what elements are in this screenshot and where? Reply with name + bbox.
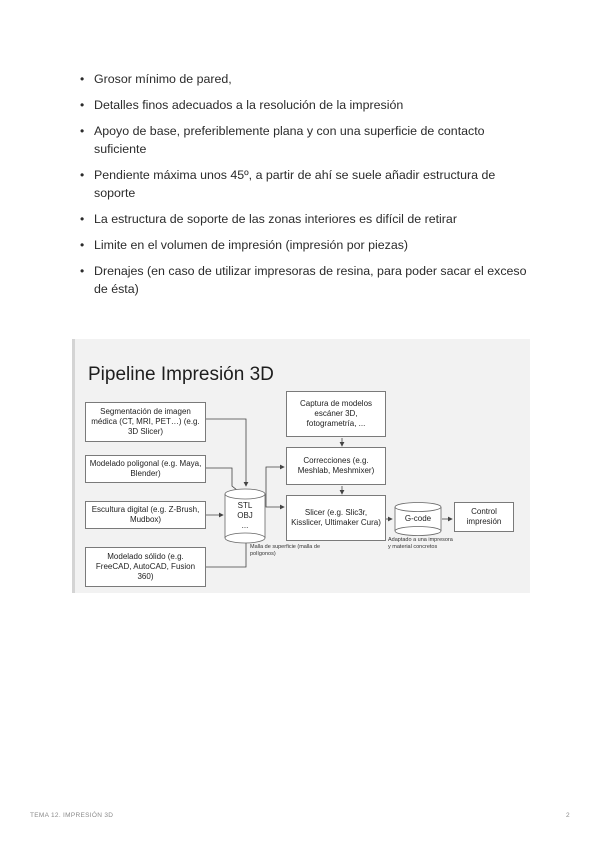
line-segmentation-stl (206, 419, 246, 486)
bullet-dot-icon: • (80, 72, 85, 86)
box-capture: Captura de modelos escáner 3D, fotogrametría, ... (286, 391, 386, 437)
bullet-item: • La estructura de soporte de las zonas interiores es difícil de retirar (80, 212, 457, 226)
gcode-caption: Adaptado a una impresora y material concretos (388, 537, 453, 550)
bullet-item: • Drenajes (en caso de utilizar impresoras de resina, para poder sacar el exceso de ésta) (80, 264, 527, 296)
box-slicer: Slicer (e.g. Slic3r, Kisslicer, Ultimaker Cura) (286, 495, 386, 541)
stl-caption: Malla de superficie (malla de polígonos) (250, 544, 321, 557)
bullet-dot-icon: • (80, 238, 85, 252)
box-digital-sculpting: Escultura digital (e.g. Z-Brush, Mudbox) (85, 501, 206, 529)
line-stl-slicer (266, 489, 284, 507)
bullet-item: • Detalles finos adecuados a la resolución de la impresión (80, 98, 404, 112)
bullet-item: • Limite en el volumen de impresión (impresión por piezas) (80, 238, 409, 252)
bullet-item: • Apoyo de base, preferiblemente plana y con una superficie de contacto suficiente (80, 124, 485, 156)
box-segmentation: Segmentación de imagen médica (CT, MRI, PET…) (e.g. 3D Slicer) (85, 402, 206, 442)
bullet-dot-icon: • (80, 98, 85, 112)
bullet-dot-icon: • (80, 124, 85, 138)
gcode-label: G-code (404, 514, 432, 523)
bullet-dot-icon: • (80, 264, 85, 278)
footer-chapter: TEMA 12. IMPRESIÓN 3D (30, 812, 114, 819)
box-polygonal-modeling: Modelado poligonal (e.g. Maya, Blender) (85, 455, 206, 483)
pipeline-figure (72, 339, 530, 593)
box-solid-modeling: Modelado sólido (e.g. FreeCAD, AutoCAD, Fusion 360) (85, 547, 206, 587)
bullet-dot-icon: • (80, 168, 85, 182)
line-stl-corrections (266, 467, 284, 489)
bullet-item: • Grosor mínimo de pared, (80, 72, 232, 86)
box-print-control: Control impresión (454, 502, 514, 532)
figure-title: Pipeline Impresión 3D (88, 364, 274, 385)
stl-label: STL OBJ ... (237, 501, 253, 530)
bullet-list (60, 70, 530, 306)
page-number: 2 (566, 812, 570, 819)
bullet-dot-icon: • (80, 212, 85, 226)
box-corrections: Correcciones (e.g. Meshlab, Meshmixer) (286, 447, 386, 485)
bullet-item: • Pendiente máxima unos 45º, a partir de ahí se suele añadir estructura de soporte (80, 168, 496, 200)
